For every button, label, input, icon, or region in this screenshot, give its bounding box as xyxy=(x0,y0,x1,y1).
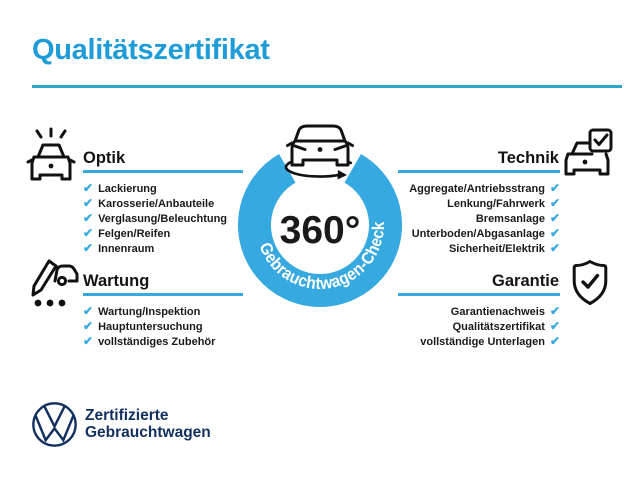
list-item xyxy=(83,182,243,197)
list-item xyxy=(83,242,243,257)
item-label: Lackierung xyxy=(98,183,157,195)
item-label: Garantienachweis xyxy=(450,306,545,318)
item-label: Unterboden/Abgasanlage xyxy=(411,228,545,240)
item-label: vollständiges Zubehör xyxy=(98,336,216,348)
check-icon: ✔ xyxy=(549,334,560,348)
section-wartung xyxy=(83,273,243,350)
section-optik xyxy=(83,150,243,257)
item-label: Wartung/Inspektion xyxy=(98,306,201,318)
list-item xyxy=(83,212,243,227)
car-checkbox-icon xyxy=(564,128,614,178)
check-icon: ✔ xyxy=(549,211,560,225)
item-label: Aggregate/Antriebsstrang xyxy=(409,183,545,195)
list-item xyxy=(398,197,560,212)
check-icon: ✔ xyxy=(83,181,94,195)
section-divider xyxy=(398,293,560,296)
check-icon: ✔ xyxy=(549,226,560,240)
list-item xyxy=(398,305,560,320)
check-icon: ✔ xyxy=(83,241,94,255)
shield-check-icon xyxy=(570,259,610,307)
check-icon: ✔ xyxy=(549,241,560,255)
list-item xyxy=(398,320,560,335)
section-garantie xyxy=(398,273,560,350)
section-divider xyxy=(83,170,243,173)
section-title: Technik xyxy=(497,149,559,167)
item-label: Sicherheit/Elektrik xyxy=(448,243,545,255)
checklist xyxy=(398,305,560,350)
check-icon: ✔ xyxy=(549,196,560,210)
360-check-badge xyxy=(230,118,410,318)
check-icon: ✔ xyxy=(83,226,94,240)
item-label: Karosserie/Anbauteile xyxy=(98,198,215,210)
brand-line-1: Zertifizierte xyxy=(85,407,169,424)
check-icon: ✔ xyxy=(83,304,94,318)
checklist xyxy=(398,182,560,257)
badge-value: 360° xyxy=(279,209,361,252)
list-item xyxy=(83,227,243,242)
section-divider xyxy=(398,170,560,173)
list-item xyxy=(83,305,243,320)
shiny-car-icon xyxy=(24,127,78,193)
list-item xyxy=(83,320,243,335)
check-icon: ✔ xyxy=(83,211,94,225)
inspection-pen-car-icon xyxy=(25,256,79,310)
list-item xyxy=(83,197,243,212)
checklist xyxy=(83,305,243,350)
vw-logo xyxy=(31,401,78,448)
check-icon: ✔ xyxy=(549,304,560,318)
list-item xyxy=(83,335,243,350)
page-title: Qualitätszertifikat xyxy=(32,34,270,66)
item-label: Bremsanlage xyxy=(475,213,545,225)
item-label: Verglasung/Beleuchtung xyxy=(98,213,228,225)
list-item xyxy=(398,182,560,197)
item-label: vollständige Unterlagen xyxy=(420,336,545,348)
check-icon: ✔ xyxy=(83,334,94,348)
list-item xyxy=(398,335,560,350)
badge-ring-label: Gebrauchtwagen-Check xyxy=(255,220,389,294)
item-label: Lenkung/Fahrwerk xyxy=(447,198,545,210)
checklist xyxy=(83,182,243,257)
check-icon: ✔ xyxy=(549,181,560,195)
item-label: Innenraum xyxy=(98,243,155,255)
check-icon: ✔ xyxy=(83,196,94,210)
item-label: Qualitätszertifikat xyxy=(452,321,545,333)
section-title: Optik xyxy=(83,149,126,167)
item-label: Felgen/Reifen xyxy=(98,228,171,240)
brand-wordmark xyxy=(85,407,211,441)
section-divider xyxy=(83,293,243,296)
list-item xyxy=(398,242,560,257)
car-rotation-icon xyxy=(286,126,353,180)
check-icon: ✔ xyxy=(83,319,94,333)
section-title: Wartung xyxy=(83,272,150,290)
item-label: Hauptuntersuchung xyxy=(98,321,203,333)
section-technik xyxy=(398,150,560,257)
list-item xyxy=(398,212,560,227)
brand-line-2: Gebrauchtwagen xyxy=(85,424,211,441)
section-title: Garantie xyxy=(492,272,559,290)
title-divider xyxy=(32,85,622,88)
list-item xyxy=(398,227,560,242)
check-icon: ✔ xyxy=(549,319,560,333)
